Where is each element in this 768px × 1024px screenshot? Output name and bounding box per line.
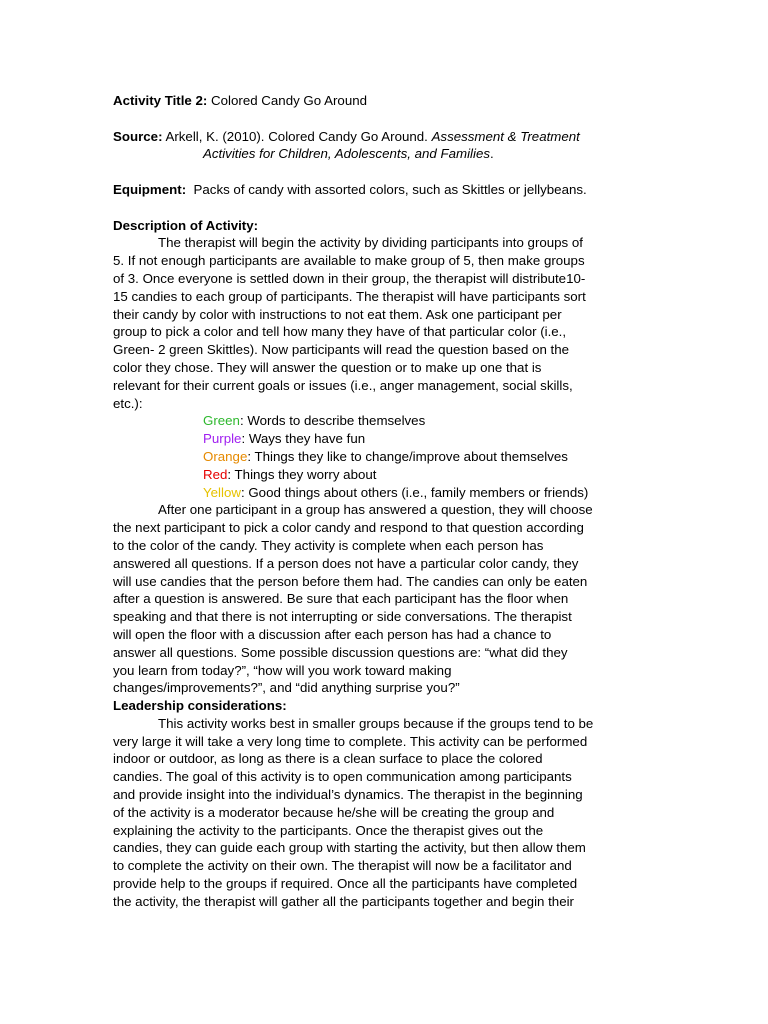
document-page xyxy=(113,92,653,911)
color-item-red xyxy=(113,466,653,484)
leadership-line: indoor or outdoor, as long as there is a clean surface to place the colored xyxy=(113,751,543,767)
color-name-red: Red xyxy=(203,466,228,482)
description-line: the next participant to pick a color candy and respond to that question according xyxy=(113,520,584,536)
description-line: will use candies that the person before them had. The candies can only be eaten xyxy=(113,573,588,589)
description-line: 15 candies to each group of participants. The therapist will have participants sort xyxy=(113,288,586,304)
source-book-title-2: Activities for Children, Adolescents, and Families xyxy=(203,146,490,162)
color-desc-red: : Things they worry about xyxy=(227,466,377,482)
equipment-line xyxy=(113,181,653,199)
equipment-label: Equipment: xyxy=(113,181,187,197)
description-line: The therapist will begin the activity by dividing participants into groups of xyxy=(158,235,583,251)
description-line: answered all questions. If a person does not have a particular color candy, they xyxy=(113,555,579,571)
description-line: After one participant in a group has answered a question, they will choose xyxy=(158,502,593,518)
description-line: to the color of the candy. They activity is complete when each person has xyxy=(113,537,544,553)
color-desc-purple: : Ways they have fun xyxy=(241,431,366,447)
leadership-line: and provide insight into the individual’s dynamics. The therapist in the beginning xyxy=(113,787,583,803)
source-line-1 xyxy=(113,128,653,146)
description-heading: Description of Activity: xyxy=(113,217,259,233)
color-desc-green: : Words to describe themselves xyxy=(239,413,426,429)
leadership-line: the activity, the therapist will gather all the participants together and begin their xyxy=(113,893,574,909)
description-line: 5. If not enough participants are available to make group of 5, then make groups xyxy=(113,253,585,269)
leadership-heading: Leadership considerations: xyxy=(113,698,287,714)
description-line: changes/improvements?”, and “did anything surprise you?” xyxy=(113,680,460,696)
leadership-line: candies. The goal of this activity is to open communication among participants xyxy=(113,769,572,785)
color-name-orange: Orange xyxy=(203,448,248,464)
source-book-title-1: Assessment & Treatment xyxy=(431,128,580,144)
description-line: of 3. Once everyone is settled down in their group, the therapist will distribute10- xyxy=(113,270,586,286)
source-line-2 xyxy=(113,145,653,163)
leadership-line: This activity works best in smaller groups because if the groups tend to be xyxy=(158,715,594,731)
color-item-purple xyxy=(113,430,653,448)
leadership-line: of the activity is a moderator because he/she will be creating the group and xyxy=(113,804,555,820)
description-line: after a question is answered. Be sure that each participant has the floor when xyxy=(113,591,569,607)
leadership-line: candies, they can guide each group with starting the activity, but then allow them xyxy=(113,840,586,856)
spacer xyxy=(113,199,653,217)
leadership-line: very large it will take a very long time to complete. This activity can be performed xyxy=(113,733,588,749)
spacer xyxy=(113,110,653,128)
color-item-green xyxy=(113,412,653,430)
activity-title-text: Colored Candy Go Around xyxy=(207,93,368,108)
description-line: answer all questions. Some possible discussion questions are: “what did they xyxy=(113,644,568,660)
description-line: speaking and that there is not interrupting or side conversations. The therapist xyxy=(113,609,572,625)
color-name-yellow: Yellow xyxy=(203,484,241,500)
description-line: you learn from today?”, “how will you work toward making xyxy=(113,662,452,678)
color-name-purple: Purple xyxy=(203,431,242,447)
description-line: will open the floor with a discussion after each person has had a chance to xyxy=(113,626,552,642)
activity-title-line xyxy=(113,92,653,110)
spacer xyxy=(113,163,653,181)
equipment-text: Packs of candy with assorted colors, such as Skittles or jellybeans. xyxy=(186,181,587,197)
color-item-yellow xyxy=(113,484,653,502)
leadership-line: explaining the activity to the participants. Once the therapist gives out the xyxy=(113,822,544,838)
description-line: etc.): xyxy=(113,395,143,411)
description-line: Green- 2 green Skittles). Now participants will read the question based on the xyxy=(113,342,570,358)
description-line: group to pick a color and tell how many they have of that particular color (i.e., xyxy=(113,324,567,340)
description-line: relevant for their current goals or issues (i.e., anger management, social skills, xyxy=(113,377,573,393)
leadership-line: to complete the activity on their own. The therapist will now be a facilitator and xyxy=(113,858,572,874)
color-name-green: Green xyxy=(203,413,240,429)
description-line: their candy by color with instructions to not eat them. Ask one participant per xyxy=(113,306,562,322)
description-line: color they chose. They will answer the question or to make up one that is xyxy=(113,359,542,375)
leadership-line: provide help to the groups if required. Once all the participants have completed xyxy=(113,876,578,892)
color-desc-orange: : Things they like to change/improve about themselves xyxy=(247,448,568,464)
color-item-orange xyxy=(113,448,653,466)
source-label: Source: xyxy=(113,128,163,144)
source-citation: Arkell, K. (2010). Colored Candy Go Around. xyxy=(162,128,432,144)
activity-title-label: Activity Title 2: xyxy=(113,93,208,108)
source-period: . xyxy=(490,146,494,162)
color-desc-yellow: : Good things about others (i.e., family members or friends) xyxy=(240,484,589,500)
